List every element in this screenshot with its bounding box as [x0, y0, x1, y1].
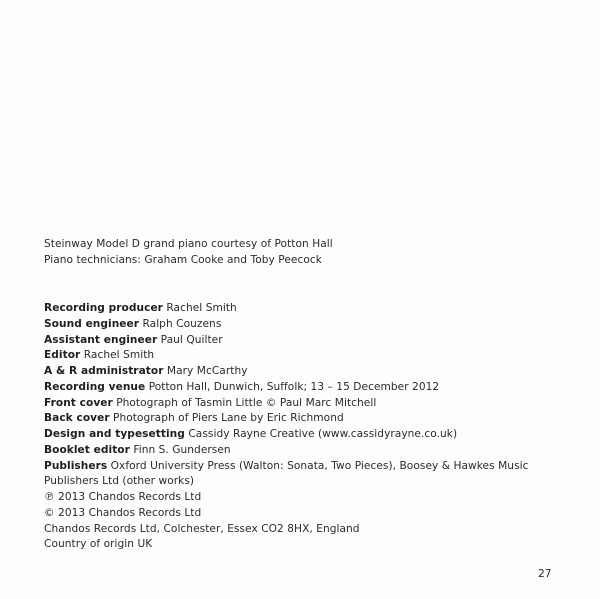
credit-value: Potton Hall, Dunwich, Suffolk; 13 – 15 December 2012 — [148, 380, 440, 393]
copyright-notice: © 2013 Chandos Records Ltd — [44, 506, 202, 519]
credit-value: Finn S. Gundersen — [133, 443, 231, 456]
credit-value: Photograph of Tasmin Little © Paul Marc Mitchell — [116, 396, 377, 409]
credit-label: Publishers — [44, 459, 108, 472]
label-address: Chandos Records Ltd, Colchester, Essex CO2 8HX, England — [44, 522, 360, 535]
credit-sound-engineer — [44, 317, 544, 333]
credit-value: Paul Quilter — [160, 333, 223, 346]
credit-label: Design and typesetting — [44, 428, 185, 440]
credit-front-cover — [44, 396, 544, 412]
credit-ar-administrator — [44, 364, 544, 380]
page-number: 27 — [538, 568, 552, 580]
credit-label: Booklet editor — [44, 443, 130, 456]
credit-assistant-engineer — [44, 333, 544, 349]
credit-value: Rachel Smith — [83, 349, 155, 362]
credits-list — [44, 301, 544, 553]
credit-design-typesetting — [44, 427, 544, 443]
country-of-origin: Country of origin UK — [44, 538, 153, 551]
credit-label: Assistant engineer — [44, 333, 158, 346]
credit-value: Oxford University Press (Walton: Sonata, Two Pieces), Boosey & Hawkes Music Publishers Ltd (other works) — [44, 459, 529, 488]
piano-courtesy-line: Steinway Model D grand piano courtesy of Potton Hall — [44, 238, 333, 250]
credit-value: Mary McCarthy — [166, 365, 248, 377]
credit-publishers — [44, 459, 532, 491]
credit-value: Rachel Smith — [166, 302, 237, 314]
piano-technicians-line: Piano technicians: Graham Cooke and Toby Peecock — [44, 254, 322, 267]
credit-booklet-editor — [44, 443, 544, 459]
credit-value: Cassidy Rayne Creative (www.cassidyrayne.co.uk) — [188, 428, 458, 440]
instrument-notes — [44, 236, 333, 268]
credit-label: Recording producer — [44, 302, 163, 314]
credit-label: Back cover — [44, 412, 110, 425]
credit-recording-producer — [44, 301, 544, 317]
credit-recording-venue — [44, 380, 544, 396]
credit-value: Ralph Couzens — [142, 317, 222, 330]
credit-back-cover — [44, 411, 544, 427]
credit-label: Recording venue — [44, 380, 146, 393]
credit-editor — [44, 348, 544, 364]
phonogram-notice: ℗ 2013 Chandos Records Ltd — [44, 491, 202, 503]
credit-label: A & R administrator — [44, 365, 164, 377]
credit-label: Editor — [44, 349, 81, 362]
credit-label: Front cover — [44, 396, 113, 409]
credit-value: Photograph of Piers Lane by Eric Richmond — [113, 412, 344, 425]
credit-label: Sound engineer — [44, 317, 140, 330]
